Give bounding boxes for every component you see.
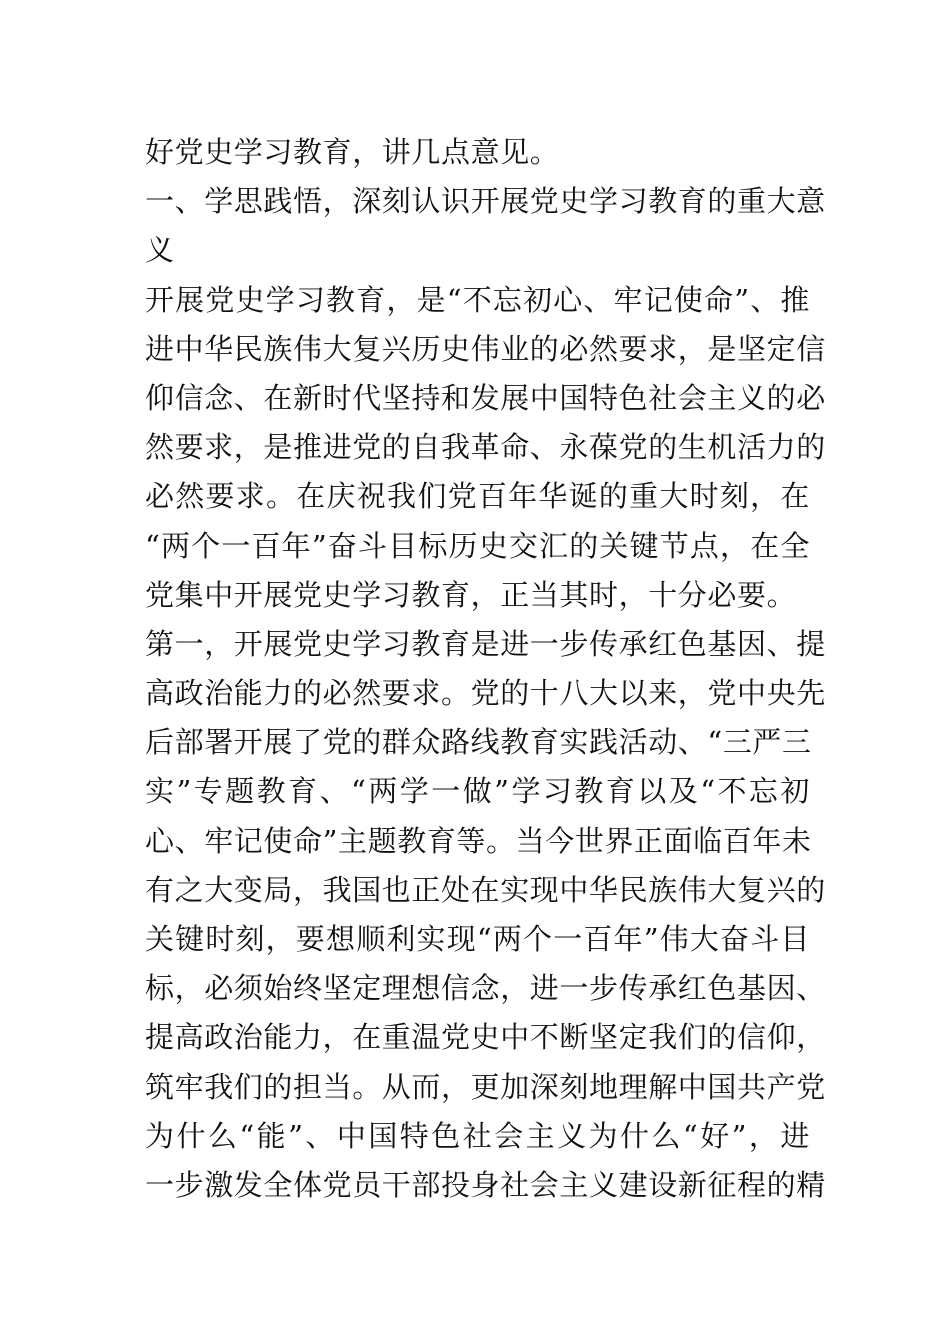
text-line: 后部署开展了党的群众路线教育实践活动、“三严三 — [145, 725, 812, 760]
text-line: 筑牢我们的担当。从而，更加深刻地理解中国共产党 — [145, 1069, 826, 1104]
text-line: 然要求，是推进党的自我革命、永葆党的生机活力的 — [145, 430, 826, 465]
text-line: 关键时刻，要想顺利实现“两个一百年”伟大奋斗目 — [145, 922, 810, 956]
text-line: 标，必须始终坚定理想信念，进一步传承红色基因、 — [145, 971, 826, 1006]
text-line: 开展党史学习教育，是“不忘初心、牢记使命”、推 — [145, 282, 810, 317]
text-line: 为什么“能”、中国特色社会主义为什么“好”，进 — [145, 1118, 810, 1153]
text-line: 进中华民族伟大复兴历史伟业的必然要求，是坚定信 — [145, 331, 826, 366]
document-body — [145, 128, 826, 1210]
text-line: 第一，开展党史学习教育是进一步传承红色基因、提 — [145, 626, 826, 661]
text-line: 一步激发全体党员干部投身社会主义建设新征程的精 — [145, 1167, 826, 1202]
text-line: 有之大变局，我国也正处在实现中华民族伟大复兴的 — [145, 872, 826, 907]
text-line: 必然要求。在庆祝我们党百年华诞的重大时刻，在 — [145, 479, 810, 514]
text-line: 党集中开展党史学习教育，正当其时，十分必要。 — [145, 577, 797, 612]
text-line: 实”专题教育、“两学一做”学习教育以及“不忘初 — [145, 774, 810, 809]
text-line: 心、牢记使命”主题教育等。当今世界正面临百年未 — [145, 823, 812, 858]
text-line: 提高政治能力，在重温党史中不断坚定我们的信仰， — [145, 1020, 826, 1055]
text-line: 仰信念、在新时代坚持和发展中国特色社会主义的必 — [145, 380, 826, 415]
text-line: 好党史学习教育，讲几点意见。 — [145, 135, 560, 169]
text-line: “两个一百年”奋斗目标历史交汇的关键节点，在全 — [145, 528, 810, 563]
text-line: 一、学思践悟，深刻认识开展党史学习教育的重大意 — [145, 184, 826, 219]
text-line: 高政治能力的必然要求。党的十八大以来，党中央先 — [145, 676, 826, 711]
text-line: 义 — [145, 233, 175, 268]
